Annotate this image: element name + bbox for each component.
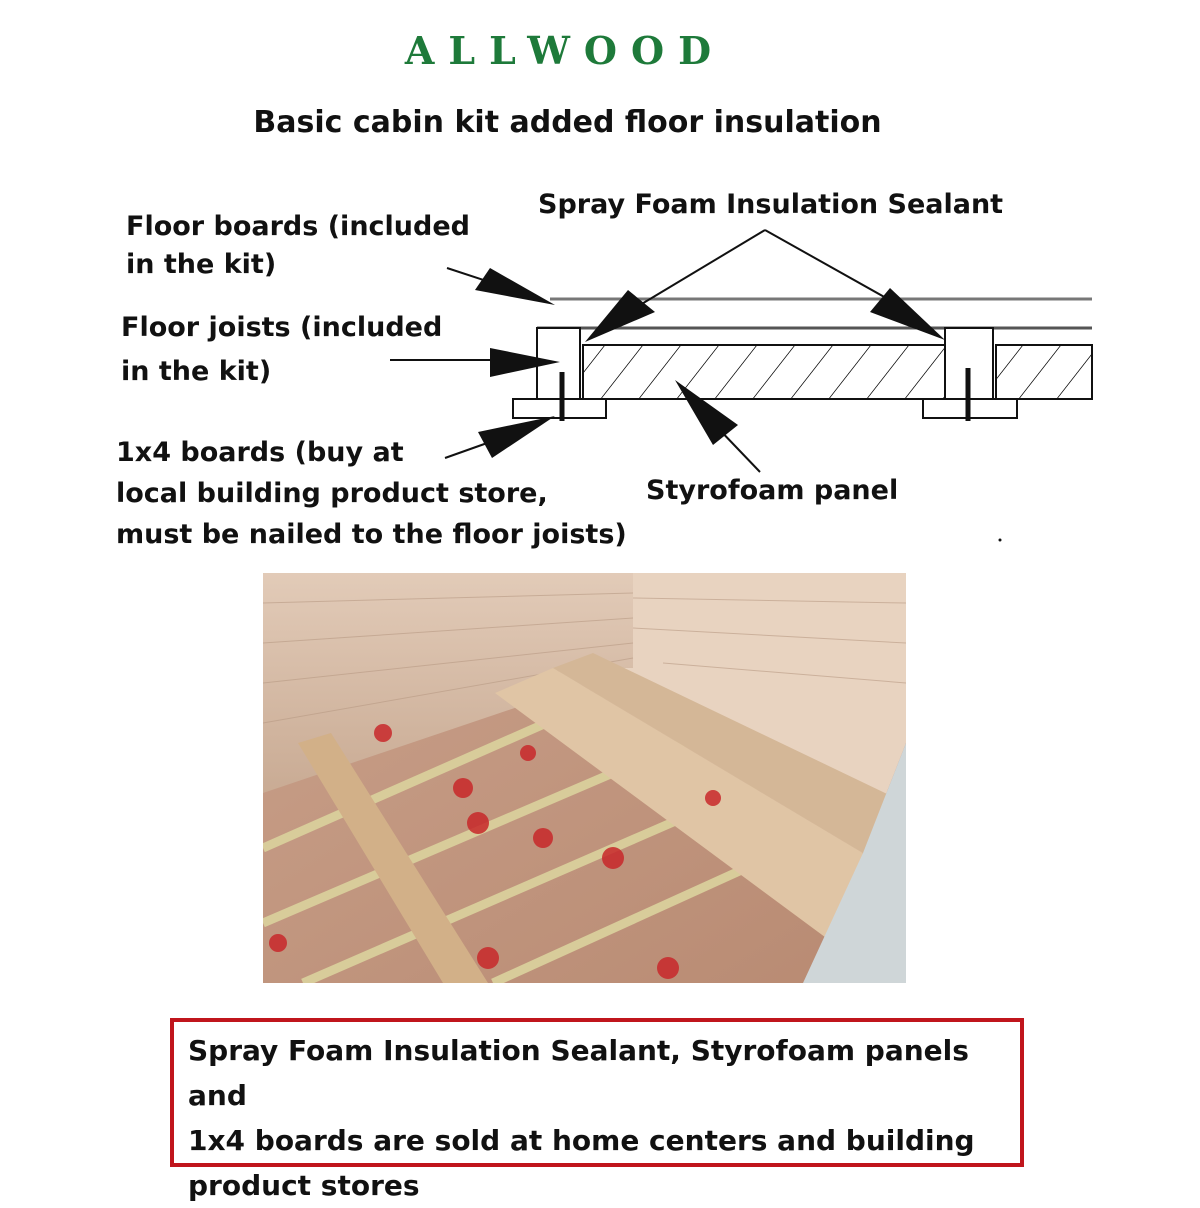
label-line: 1x4 boards (buy at bbox=[116, 437, 404, 468]
styrofoam-panel bbox=[583, 345, 945, 399]
label-line: in the kit) bbox=[126, 249, 277, 280]
diagram-title: Basic cabin kit added floor insulation bbox=[253, 105, 882, 140]
installation-photo bbox=[263, 573, 906, 983]
label-line: Floor joists (included bbox=[121, 312, 443, 343]
label-spray-foam: Spray Foam Insulation Sealant bbox=[538, 189, 1004, 220]
label-styrofoam: Styrofoam panel bbox=[646, 475, 899, 506]
label-line: local building product store, bbox=[116, 478, 548, 509]
note-line: product stores bbox=[188, 1169, 420, 1202]
floor-section-diagram bbox=[0, 0, 1200, 560]
allwood-logo: ALLWOOD bbox=[404, 28, 726, 73]
label-line: Floor boards (included bbox=[126, 211, 470, 242]
note-line: Spray Foam Insulation Sealant, Styrofoam panels and bbox=[188, 1034, 969, 1112]
note-line: 1x4 boards are sold at home centers and building bbox=[188, 1124, 975, 1157]
purchase-note bbox=[170, 1018, 1024, 1202]
label-line: must be nailed to the floor joists) bbox=[116, 519, 627, 550]
label-line: in the kit) bbox=[121, 356, 272, 387]
arrow-1x4 bbox=[478, 416, 555, 458]
arrow-floor-boards bbox=[475, 268, 555, 305]
styrofoam-panel-right bbox=[996, 345, 1092, 399]
